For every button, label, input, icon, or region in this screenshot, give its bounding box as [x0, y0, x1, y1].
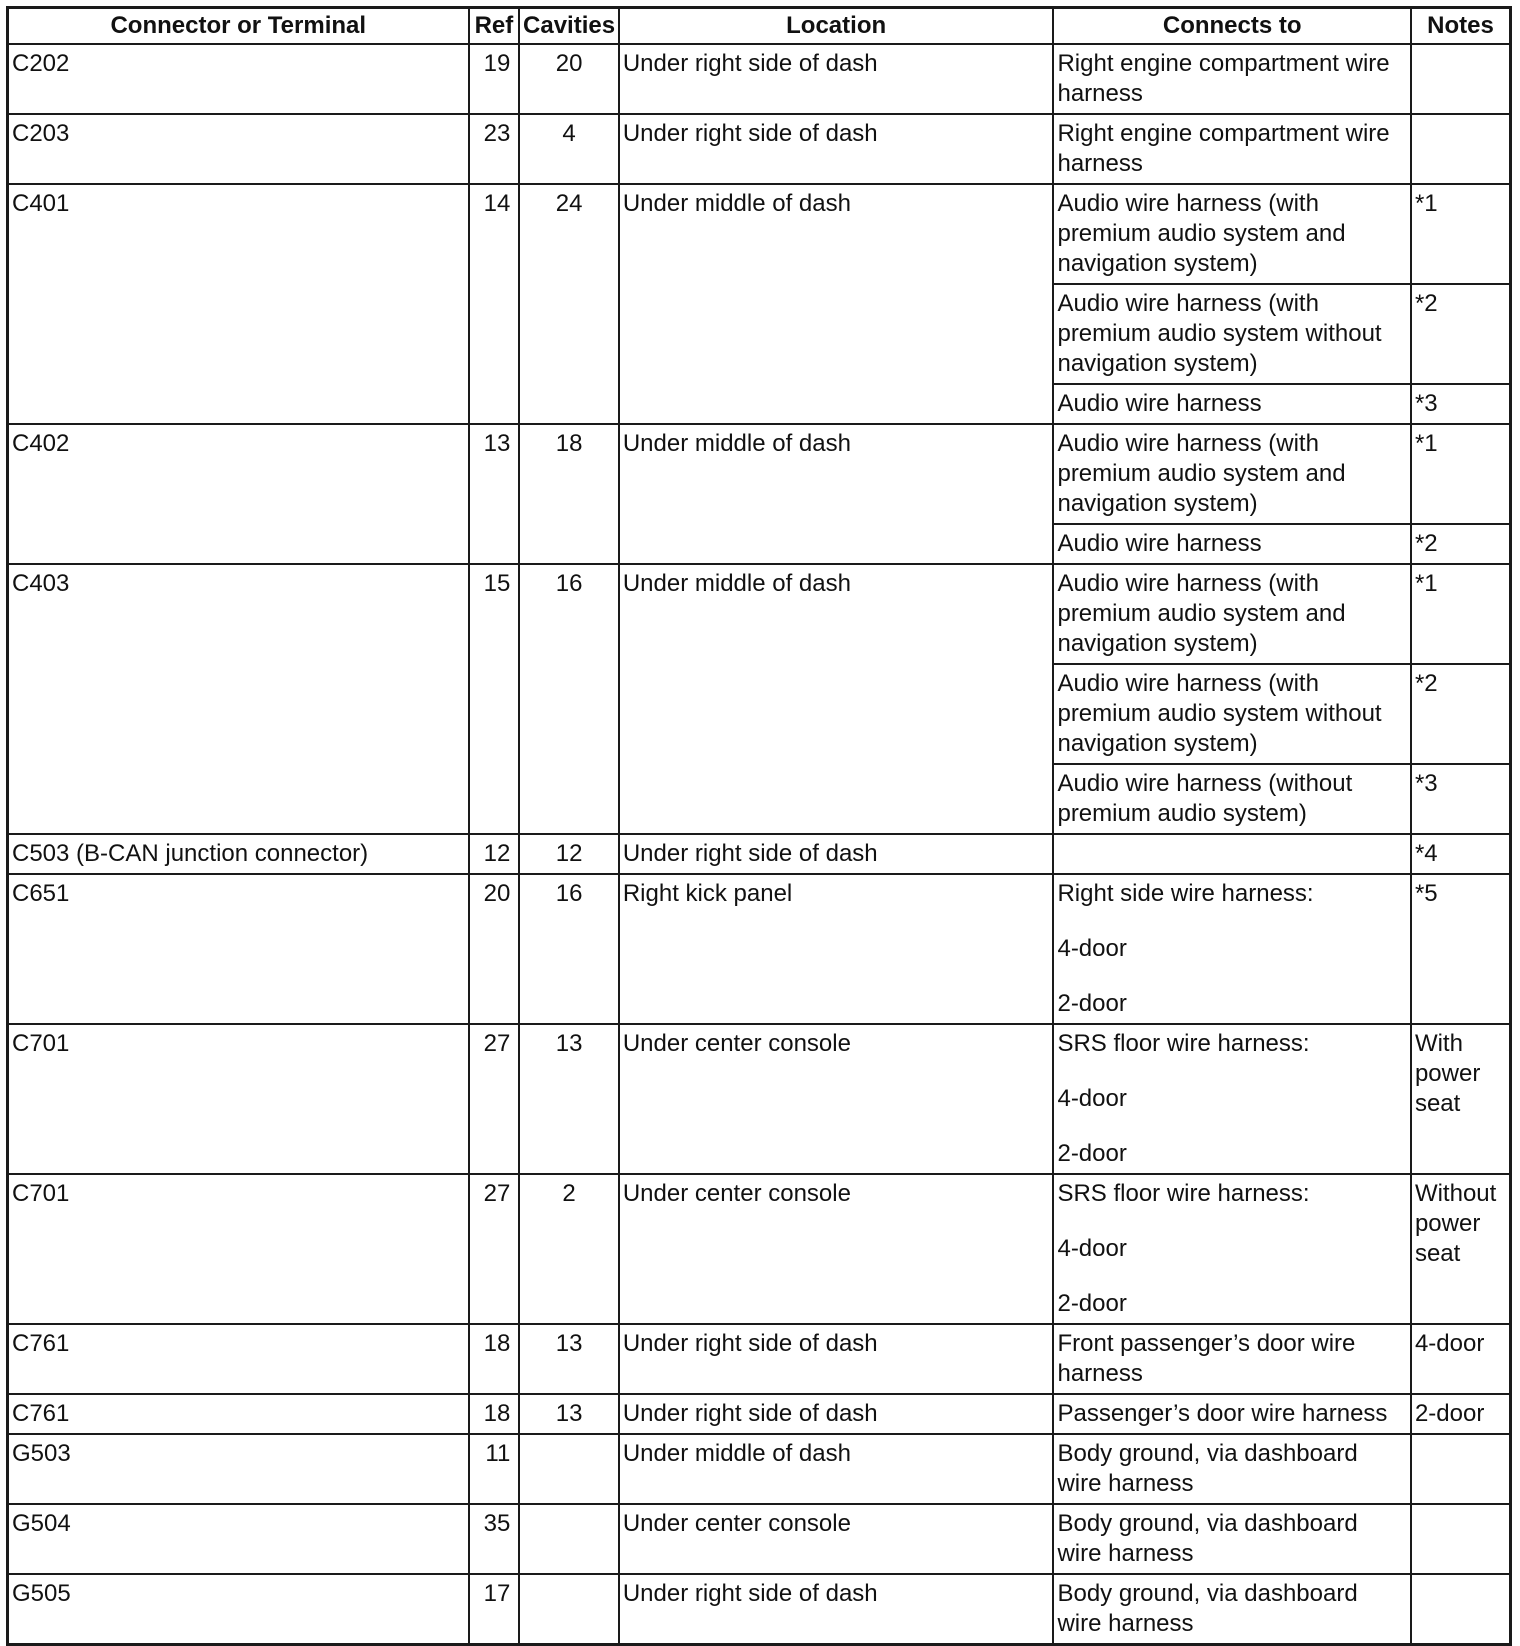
table-row — [8, 1394, 1511, 1434]
ref-cell: 27 — [469, 1174, 520, 1324]
table-row — [8, 44, 1511, 114]
table-row — [8, 564, 1511, 664]
connects-to-line: 4-door — [1057, 1235, 1127, 1262]
location-cell: Under center console — [619, 1174, 1054, 1324]
connector-cell: C202 — [8, 44, 469, 114]
table-body — [8, 44, 1511, 1645]
connects-to-line: SRS floor wire harness: — [1057, 1180, 1310, 1207]
col-header-ref: Ref — [469, 8, 520, 45]
cavities-cell: 13 — [519, 1324, 619, 1394]
connector-cell: G503 — [8, 1434, 469, 1504]
table-row — [8, 1574, 1511, 1645]
ref-cell: 13 — [469, 424, 520, 564]
connects-to-line: Right engine compartment wire harness — [1057, 50, 1390, 107]
connector-cell: C761 — [8, 1324, 469, 1394]
ref-cell: 18 — [469, 1394, 520, 1434]
location-cell: Under right side of dash — [619, 1574, 1054, 1645]
cavities-cell: 13 — [519, 1024, 619, 1174]
ref-cell: 15 — [469, 564, 520, 834]
location-cell: Under center console — [619, 1024, 1054, 1174]
cavities-cell — [519, 1574, 619, 1645]
connects-to-line: 2-door — [1057, 990, 1127, 1017]
connects-to-cell — [1053, 44, 1410, 114]
connects-to-line: Audio wire harness — [1057, 390, 1262, 417]
ref-cell: 12 — [469, 834, 520, 874]
ref-cell: 19 — [469, 44, 520, 114]
connector-cell: C401 — [8, 184, 469, 424]
cavities-cell: 4 — [519, 114, 619, 184]
notes-cell — [1411, 44, 1511, 114]
location-cell: Right kick panel — [619, 874, 1054, 1024]
connects-to-cell — [1053, 1434, 1410, 1504]
cavities-cell: 24 — [519, 184, 619, 424]
line-gap — [1057, 1059, 1406, 1084]
col-header-connector: Connector or Terminal — [8, 8, 469, 45]
line-gap — [1057, 964, 1406, 989]
table-row — [8, 1174, 1511, 1324]
connects-to-line: Body ground, via dashboard wire harness — [1057, 1440, 1358, 1497]
notes-cell — [1411, 1574, 1511, 1645]
cavities-cell — [519, 1504, 619, 1574]
cavities-cell: 16 — [519, 564, 619, 834]
notes-cell: *3 — [1411, 384, 1511, 424]
header-row — [8, 8, 1511, 45]
cavities-cell: 2 — [519, 1174, 619, 1324]
table-row — [8, 1324, 1511, 1394]
connects-to-cell — [1053, 114, 1410, 184]
connects-to-cell — [1053, 284, 1410, 384]
connector-cell: C203 — [8, 114, 469, 184]
ref-cell: 11 — [469, 1434, 520, 1504]
col-header-location: Location — [619, 8, 1054, 45]
notes-cell: 4-door — [1411, 1324, 1511, 1394]
cavities-cell — [519, 1434, 619, 1504]
table-row — [8, 874, 1511, 1024]
ref-cell: 35 — [469, 1504, 520, 1574]
connects-to-cell — [1053, 874, 1410, 1024]
notes-cell: *5 — [1411, 874, 1511, 1024]
connects-to-cell — [1053, 1024, 1410, 1174]
connects-to-cell — [1053, 1504, 1410, 1574]
location-cell: Under center console — [619, 1504, 1054, 1574]
line-gap — [1057, 1264, 1406, 1289]
cavities-cell: 16 — [519, 874, 619, 1024]
notes-cell: 2-door — [1411, 1394, 1511, 1434]
connects-to-cell — [1053, 384, 1410, 424]
ref-cell: 27 — [469, 1024, 520, 1174]
ref-cell: 23 — [469, 114, 520, 184]
ref-cell: 14 — [469, 184, 520, 424]
connects-to-cell — [1053, 1324, 1410, 1394]
connector-cell: G505 — [8, 1574, 469, 1645]
table-row — [8, 184, 1511, 284]
notes-cell: *4 — [1411, 834, 1511, 874]
ref-cell: 17 — [469, 1574, 520, 1645]
line-gap — [1057, 1209, 1406, 1234]
connects-to-cell — [1053, 1394, 1410, 1434]
connects-to-line: Right engine compartment wire harness — [1057, 120, 1390, 177]
connects-to-line: Audio wire harness (with premium audio system and navigation system) — [1057, 190, 1346, 277]
cavities-cell: 12 — [519, 834, 619, 874]
connects-to-line: Audio wire harness (with premium audio system and navigation system) — [1057, 570, 1346, 657]
connects-to-line: Audio wire harness — [1057, 530, 1262, 557]
line-gap — [1057, 909, 1406, 934]
connector-cell: C701 — [8, 1174, 469, 1324]
connects-to-line: SRS floor wire harness: — [1057, 1030, 1310, 1057]
line-gap — [1057, 1114, 1406, 1139]
connects-to-line: Passenger’s door wire harness — [1057, 1400, 1388, 1427]
location-cell: Under right side of dash — [619, 1394, 1054, 1434]
location-cell: Under middle of dash — [619, 184, 1054, 424]
connector-cell: C761 — [8, 1394, 469, 1434]
notes-cell — [1411, 114, 1511, 184]
location-cell: Under right side of dash — [619, 834, 1054, 874]
connects-to-cell — [1053, 424, 1410, 524]
table-row — [8, 1024, 1511, 1174]
connects-to-line: Audio wire harness (without premium audio system) — [1057, 770, 1353, 827]
ref-cell: 20 — [469, 874, 520, 1024]
table-row — [8, 1434, 1511, 1504]
connects-to-cell — [1053, 524, 1410, 564]
cavities-cell: 18 — [519, 424, 619, 564]
connects-to-cell — [1053, 764, 1410, 834]
connector-cell: C701 — [8, 1024, 469, 1174]
table-row — [8, 1504, 1511, 1574]
connector-cell: C402 — [8, 424, 469, 564]
connector-cell: C403 — [8, 564, 469, 834]
connects-to-line: 4-door — [1057, 1085, 1127, 1112]
location-cell: Under middle of dash — [619, 1434, 1054, 1504]
table-row — [8, 424, 1511, 524]
ref-cell: 18 — [469, 1324, 520, 1394]
col-header-cavities: Cavities — [519, 8, 619, 45]
location-cell: Under right side of dash — [619, 114, 1054, 184]
notes-cell: *2 — [1411, 664, 1511, 764]
notes-cell: *1 — [1411, 564, 1511, 664]
cavities-cell: 13 — [519, 1394, 619, 1434]
cavities-cell: 20 — [519, 44, 619, 114]
connects-to-cell — [1053, 184, 1410, 284]
connects-to-line: 2-door — [1057, 1290, 1127, 1317]
location-cell: Under right side of dash — [619, 1324, 1054, 1394]
connects-to-cell — [1053, 1574, 1410, 1645]
notes-cell: *1 — [1411, 424, 1511, 524]
connects-to-cell — [1053, 664, 1410, 764]
notes-cell: *2 — [1411, 284, 1511, 384]
connects-to-line: Audio wire harness (with premium audio system without navigation system) — [1057, 670, 1382, 757]
table-row — [8, 834, 1511, 874]
col-header-connects-to: Connects to — [1053, 8, 1410, 45]
notes-cell: *3 — [1411, 764, 1511, 834]
notes-cell: *2 — [1411, 524, 1511, 564]
connects-to-line: Right side wire harness: — [1057, 880, 1314, 907]
connects-to-line: Body ground, via dashboard wire harness — [1057, 1510, 1358, 1567]
connects-to-line: Body ground, via dashboard wire harness — [1057, 1580, 1358, 1637]
notes-cell: *1 — [1411, 184, 1511, 284]
connector-cell: C503 (B-CAN junction connector) — [8, 834, 469, 874]
notes-cell: With power seat — [1411, 1024, 1511, 1174]
connects-to-line: 2-door — [1057, 1140, 1127, 1167]
connector-cell: G504 — [8, 1504, 469, 1574]
notes-cell — [1411, 1434, 1511, 1504]
location-cell: Under right side of dash — [619, 44, 1054, 114]
connects-to-line: 4-door — [1057, 935, 1127, 962]
location-cell: Under middle of dash — [619, 424, 1054, 564]
col-header-notes: Notes — [1411, 8, 1511, 45]
connects-to-cell — [1053, 834, 1410, 874]
connects-to-line: Audio wire harness (with premium audio system without navigation system) — [1057, 290, 1382, 377]
connects-to-line: Audio wire harness (with premium audio system and navigation system) — [1057, 430, 1346, 517]
table-row — [8, 114, 1511, 184]
connector-cell: C651 — [8, 874, 469, 1024]
notes-cell — [1411, 1504, 1511, 1574]
connects-to-cell — [1053, 564, 1410, 664]
connector-table — [6, 6, 1512, 1646]
location-cell: Under middle of dash — [619, 564, 1054, 834]
connects-to-cell — [1053, 1174, 1410, 1324]
connects-to-line: Front passenger’s door wire harness — [1057, 1330, 1356, 1387]
notes-cell: Without power seat — [1411, 1174, 1511, 1324]
